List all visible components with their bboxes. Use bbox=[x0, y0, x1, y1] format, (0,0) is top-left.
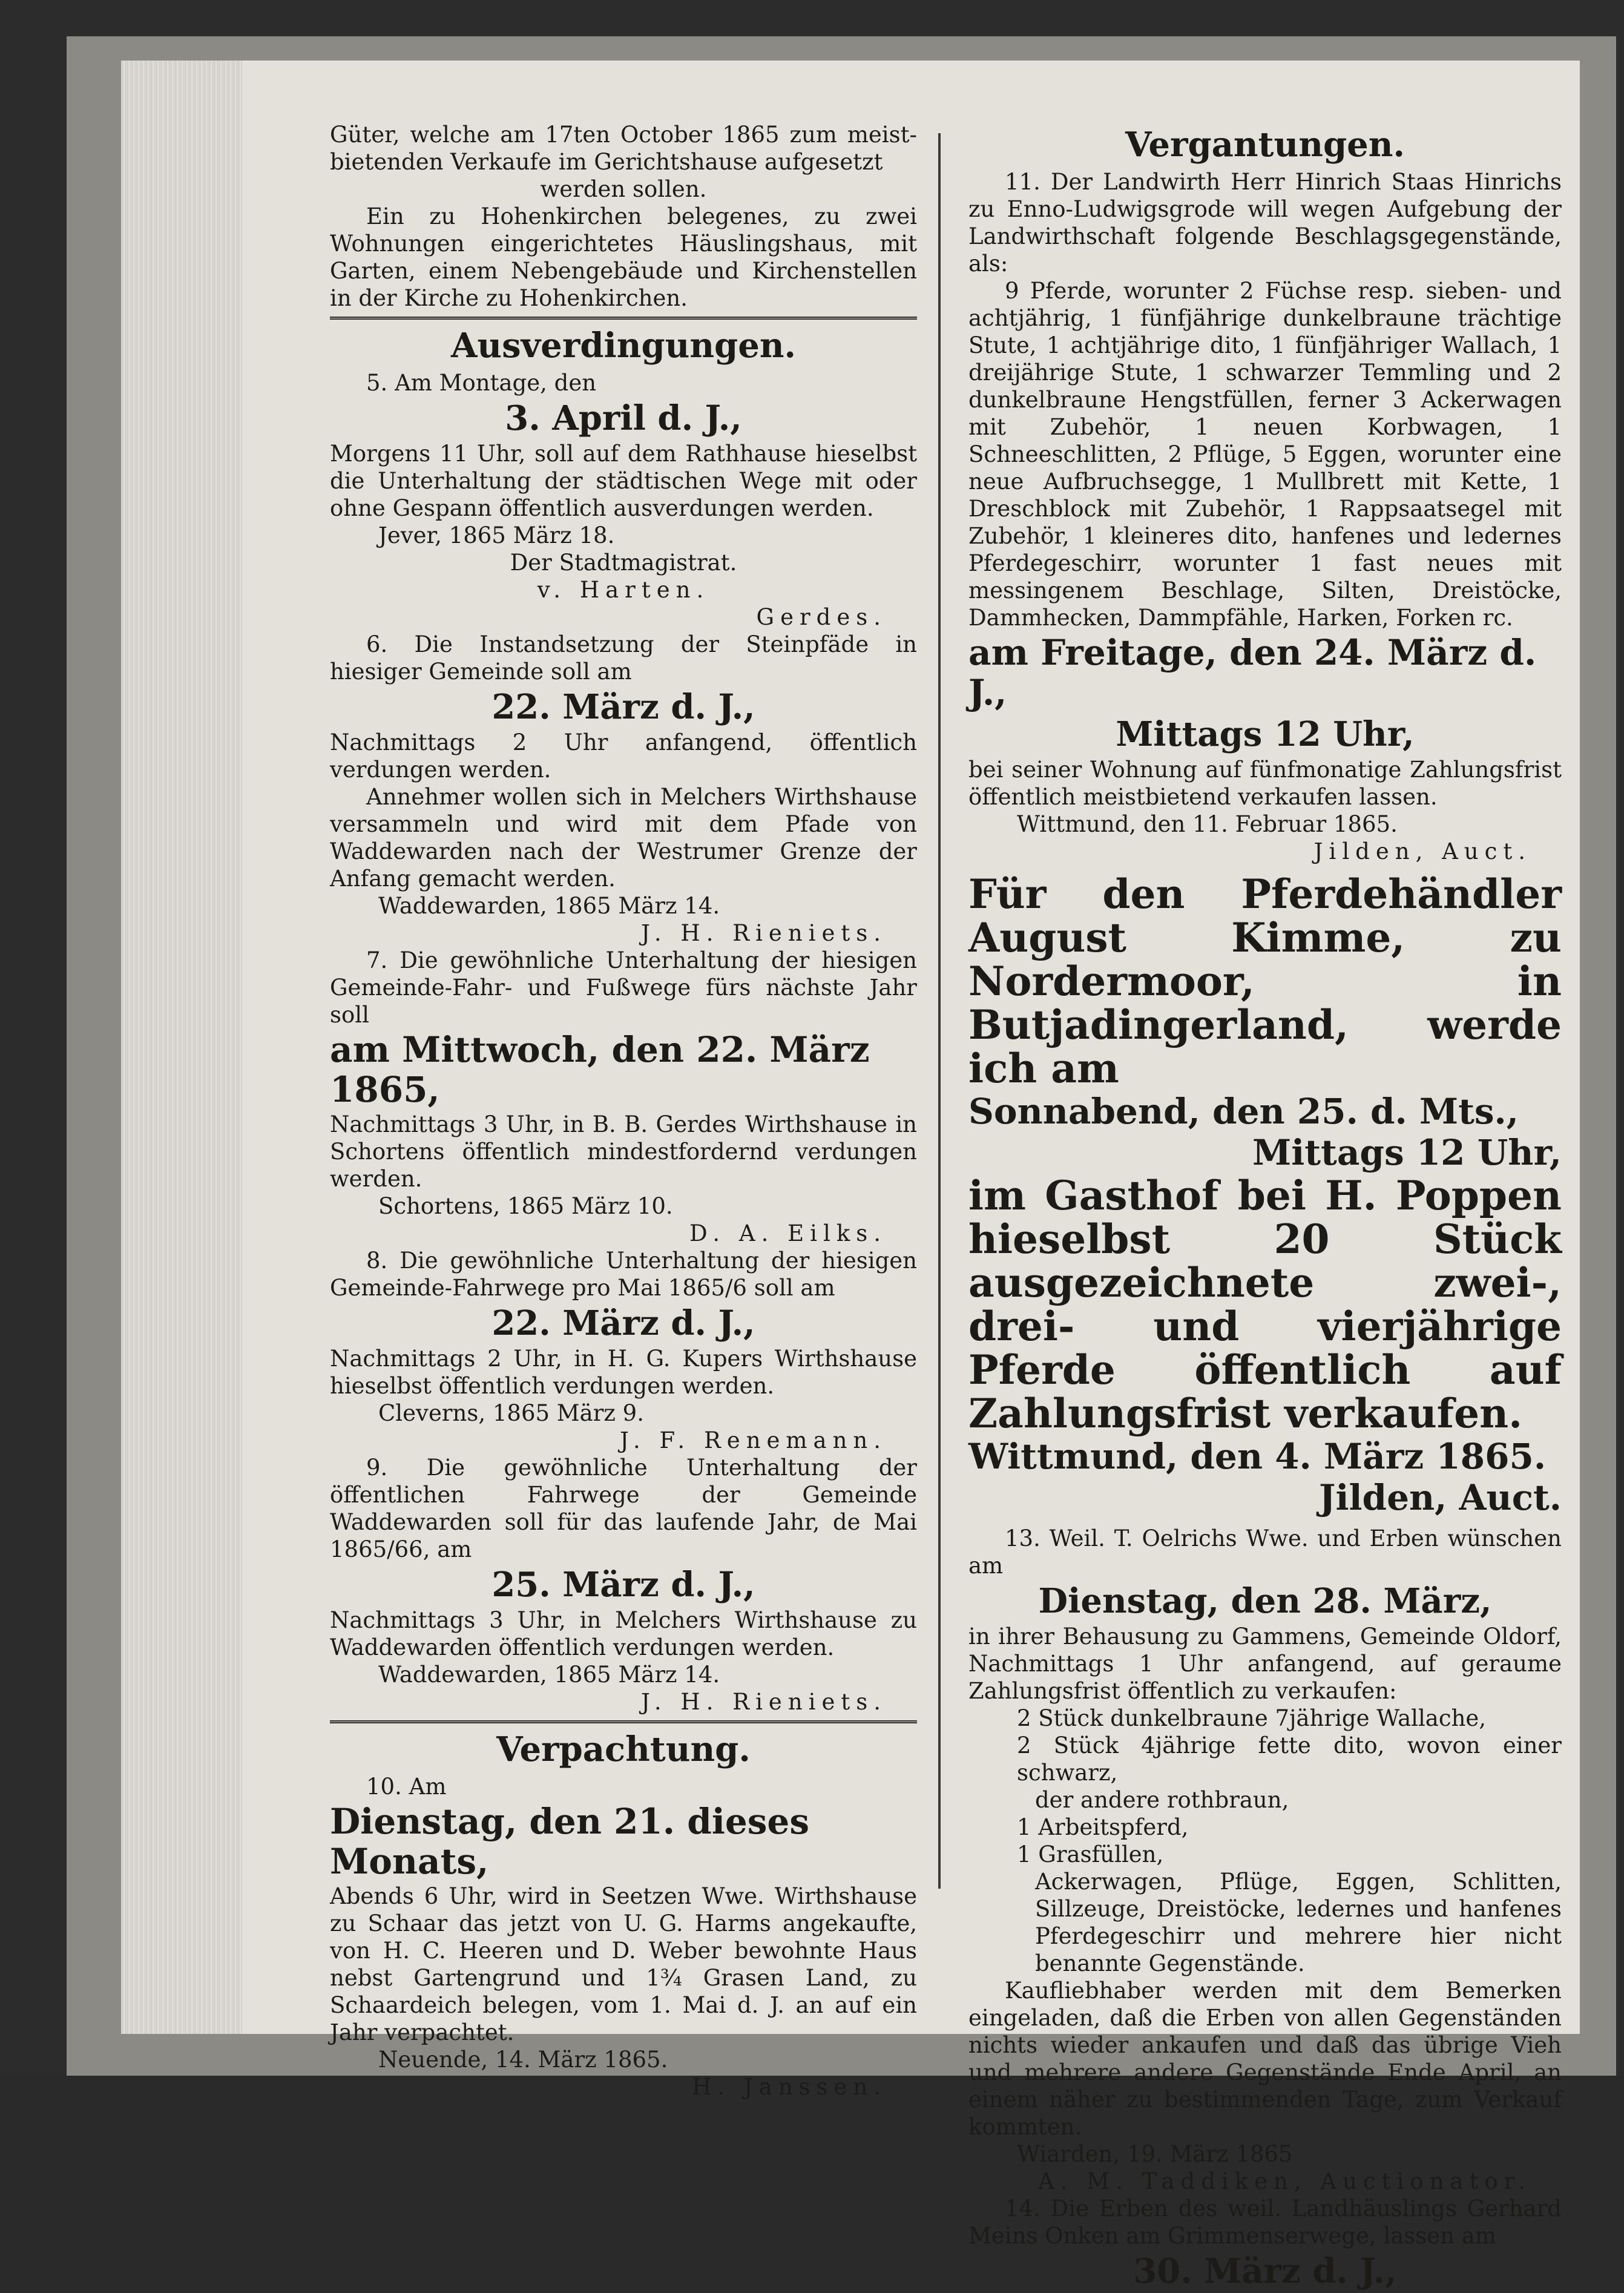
notice-intro: 5. Am Montage, den bbox=[366, 370, 597, 396]
notice-intro: 13. Weil. T. Oelrichs Wwe. und Erben wünschen am bbox=[968, 1525, 1562, 1579]
notice-text: Nachmittags 3 Uhr, in B. B. Gerdes Wirthshause in Schortens öffentlich mindestfordernd verdungen werden. bbox=[330, 1111, 917, 1192]
left-column bbox=[330, 121, 917, 2101]
section-heading: Verpachtung. bbox=[496, 1729, 751, 1769]
list-item: 1 Grasfüllen, bbox=[1017, 1841, 1164, 1867]
intro-line: Ein zu Hohenkirchen belegenes, zu zwei Wohnungen eingerichtetes Häuslingshaus, mit Garten, einem Nebengebäude und Kirchenstellen in der Kirche zu Hohenkirchen. bbox=[330, 203, 917, 311]
notice-signature: Jilden, Auct. bbox=[1313, 838, 1531, 864]
notice-dateline: Waddewarden, 1865 März 14. bbox=[378, 893, 720, 919]
notice-text: Annehmer wollen sich in Melchers Wirthshause versammeln und wird mit dem Pfade von Waddewarden nach der Westrumer Grenze der Anfang gemacht werden. bbox=[330, 784, 917, 892]
notice-text: 9 Pferde, worunter 2 Füchse resp. sieben- und achtjährig, 1 fünfjährige dunkelbraune trächtige Stute, 1 achtjährige dito, 1 fünfjähriger Wallach, 1 dreijährige Stute, 1 schwarzer Temmling und 2 dunkelbraune Hengstfüllen, ferner 3 Ackerwagen mit Zubehör, 1 neuen Korbwagen, 1 Schneeschlitten, 2 Pflüge, 5 Eggen, worunter eine neue Aufbruchsegge, 1 Mullbrett mit Kette, 1 Dreschblock mit Zubehör, 1 Rappsaatsegel mit Zubehör, 1 kleineres dito, hanfenes und ledernes Pferdegeschirr, worunter 1 fast neues mit messingenem Beschlage, Silten, Dreistöcke, Dammhecken, Dammpfähle, Harken, Forken rc. bbox=[968, 278, 1562, 631]
list-item: 1 Arbeitspferd, bbox=[1017, 1814, 1189, 1840]
notice-date: Sonnabend, den 25. d. Mts., bbox=[968, 1091, 1519, 1132]
notice-text: 11. Der Landwirth Herr Hinrich Staas Hinrichs zu Enno-Ludwigsgrode will wegen Aufgebung der Landwirthschaft folgende Beschlagsgegenstände, als: bbox=[968, 169, 1562, 277]
notice-text: Ackerwagen, Pflüge, Eggen, Schlitten, Sillzeuge, Dreistöcke, ledernes und hanfenes Pferdegeschirr und mehrere hier nicht benannte Gegenstände. bbox=[1035, 1869, 1562, 1976]
notice-signature: D. A. Eilks. bbox=[689, 1220, 887, 1246]
notice-signature: J. F. Renemann. bbox=[620, 1427, 887, 1453]
notice-dateline: Wittmund, den 4. März 1865. bbox=[968, 1436, 1547, 1477]
notice-intro: 9. Die gewöhnliche Unterhaltung der öffentlichen Fahrwege der Gemeinde Waddewarden soll für das laufende Jahr, de Mai 1865/66, am bbox=[330, 1455, 917, 1562]
list-item: 2 Stück dunkelbraune 7jährige Wallache, bbox=[1017, 1705, 1487, 1731]
section-heading: Ausverdingungen. bbox=[450, 326, 797, 366]
notice-date: Dienstag, den 28. März, bbox=[1038, 1581, 1492, 1621]
notice-intro: 7. Die gewöhnliche Unterhaltung der hiesigen Gemeinde-Fahr- und Fußwege fürs nächste Jahr soll bbox=[330, 947, 917, 1028]
list-item: 2 Stück 4jährige fette dito, wovon einer schwarz, bbox=[1017, 1732, 1562, 1786]
list-item: der andere rothbraun, bbox=[1035, 1787, 1289, 1813]
notice-text: Kaufliebhaber werden mit dem Bemerken eingeladen, daß die Erben von allen Gegenständen nichts wieder ankaufen und daß das übrige Vieh und mehrere andere Gegenstände Ende April, an einem näher zu bestimmenden Tage, zum Verkauf kommten. bbox=[968, 1978, 1562, 2140]
notice-date: 30. März d. J., bbox=[1133, 2251, 1397, 2291]
notice-date: am Freitage, den 24. März d. J., bbox=[968, 632, 1537, 713]
notice-intro: 14. Die Erben des weil. Landhäuslings Gerhard Meins Onken am Grimmenserwege, lassen am bbox=[968, 2196, 1562, 2249]
notice-date: 22. März d. J., bbox=[491, 1303, 755, 1343]
notice-dateline: Schortens, 1865 März 10. bbox=[378, 1193, 673, 1219]
notice-signature: v. Harten. bbox=[537, 577, 710, 603]
notice-dateline: Neuende, 14. März 1865. bbox=[378, 2047, 668, 2073]
notice-dateline: Cleverns, 1865 März 9. bbox=[378, 1400, 644, 1426]
notice-text: Nachmittags 2 Uhr anfangend, öffentlich verdungen werden. bbox=[330, 729, 917, 783]
notice-text: Morgens 11 Uhr, soll auf dem Rathhause hieselbst die Unterhaltung der städtischen Wege mit oder ohne Gespann öffentlich ausverdungen werden. bbox=[330, 441, 917, 521]
notice-signature: Gerdes. bbox=[756, 604, 887, 630]
notice-dateline: Waddewarden, 1865 März 14. bbox=[378, 1662, 720, 1688]
notice-headline: Für den Pferdehändler August Kimme, zu Nordermoor, in Butjadingerland, werde ich am bbox=[968, 870, 1562, 1092]
notice-date: 25. März d. J., bbox=[491, 1565, 755, 1605]
section-heading: Vergantungen. bbox=[1125, 125, 1405, 165]
notice-dateline: Wiarden, 19. März 1865 bbox=[1017, 2141, 1293, 2167]
notice-signature: J. H. Rieniets. bbox=[640, 1689, 887, 1715]
notice-dateline: Jever, 1865 März 18. bbox=[378, 522, 615, 548]
notice-signature: Jilden, Auct. bbox=[1319, 1477, 1562, 1518]
notice-signature: A. M. Taddiken, Auctionator. bbox=[1037, 2168, 1531, 2194]
notice-dateline: Wittmund, den 11. Februar 1865. bbox=[1017, 811, 1398, 837]
notice-text: Nachmittags 2 Uhr, in H. G. Kupers Wirthshause hieselbst öffentlich verdungen werden. bbox=[330, 1346, 917, 1399]
notice-date: 22. März d. J., bbox=[491, 687, 755, 727]
notice-text: Nachmittags 3 Uhr, in Melchers Wirthshause zu Waddewarden öffentlich verdungen werden. bbox=[330, 1607, 917, 1660]
notice-time: Mittags 12 Uhr, bbox=[1116, 714, 1415, 754]
section-rule bbox=[330, 1720, 917, 1723]
notice-signature: J. H. Rieniets. bbox=[640, 920, 887, 946]
notice-time: Mittags 12 Uhr, bbox=[1252, 1132, 1562, 1173]
intro-line: werden sollen. bbox=[540, 176, 707, 202]
notice-text: bei seiner Wohnung auf fünfmonatige Zahlungsfrist öffentlich meistbietend verkaufen lassen. bbox=[968, 757, 1562, 810]
page-edges bbox=[121, 61, 248, 2034]
notice-date: Dienstag, den 21. dieses Monats, bbox=[330, 1801, 809, 1882]
notice-date: 3. April d. J., bbox=[505, 398, 742, 438]
column-divider bbox=[938, 133, 941, 1889]
notice-signature: H. Janssen. bbox=[692, 2074, 887, 2100]
section-rule bbox=[330, 317, 917, 320]
right-column bbox=[968, 121, 1562, 2293]
notice-intro: 10. Am bbox=[366, 1774, 447, 1800]
notice-date: am Mittwoch, den 22. März 1865, bbox=[330, 1029, 870, 1110]
notice-intro: 8. Die gewöhnliche Unterhaltung der hiesigen Gemeinde-Fahrwege pro Mai 1865/6 soll am bbox=[330, 1248, 917, 1301]
notice-text: Abends 6 Uhr, wird in Seetzen Wwe. Wirthshause zu Schaar das jetzt von U. G. Harms angekaufte, von H. C. Heeren und D. Weber bewohnte Haus nebst Gartengrund und 1¾ Grasen Land, zu Schaardeich belegen, vom 1. Mai d. J. an auf ein Jahr verpachtet. bbox=[330, 1883, 917, 2045]
notice-text: in ihrer Behausung zu Gammens, Gemeinde Oldorf, Nachmittags 1 Uhr anfangend, auf geraume Zahlungsfrist öffentlich zu verkaufen: bbox=[968, 1624, 1562, 1704]
notice-text: im Gasthof bei H. Poppen hieselbst 20 Stück ausgezeichnete zwei-, drei- und vierjährige Pferde öffentlich auf Zahlungsfrist verkaufen. bbox=[968, 1172, 1562, 1437]
notice-authority: Der Stadtmagistrat. bbox=[510, 550, 737, 576]
notice-intro: 6. Die Instandsetzung der Steinpfäde in hiesiger Gemeinde soll am bbox=[330, 631, 917, 685]
intro-line: Güter, welche am 17ten October 1865 zum meist-bietenden Verkaufe im Gerichtshause aufgesetzt bbox=[330, 122, 917, 175]
